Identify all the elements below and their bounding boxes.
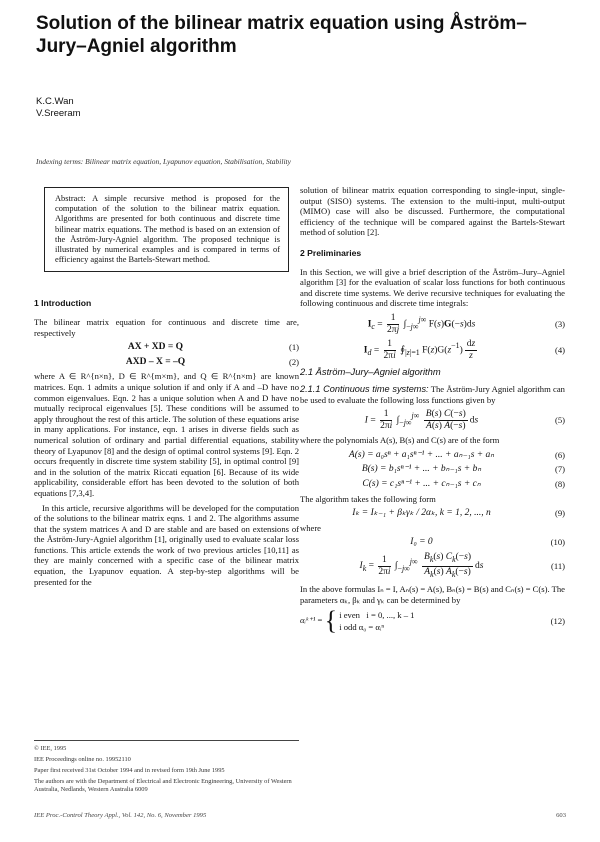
- footnote: Paper first received 31st October 1994 and in revised form 19th June 1995: [34, 767, 225, 774]
- footnotes: [34, 740, 299, 794]
- equation: [300, 537, 565, 548]
- equation-number: (1): [288, 342, 299, 353]
- page-footer: [34, 812, 566, 819]
- paragraph: [300, 384, 565, 405]
- equation: [300, 552, 565, 580]
- paragraph: In this article, recursive algorithms will be developed for the computation of the solutions to the bilinear matrix eqns. 1 and 2. The algorithms assume that the system matrices A and D are stable and are based on extensions of the Åström-Jury-Agniel algorithm [1], originally used to evaluate scalar loss functions. This article extends the work of two previous articles [10,11] as they are mainly concerned with a specific case of the bilinear matrix equation, the Lyapunov equation. A step-by-step algorithms will be presented for the: [34, 502, 299, 587]
- equation-lhs: αᵢᵏ⁺¹: [300, 615, 316, 626]
- equation-number: (5): [554, 414, 565, 425]
- paragraph: where A ∈ R^{n×n}, D ∈ R^{m×m}, and Q ∈ R^{n×m} are known matrices. Eqn. 1 admits a unique solution if and only if A and –D have no common eigenvalues. Eqn. 2 has a unique solution when A and D have no mutually reciprocal eigenvalues [5]. These conditions will be assumed to apply throughout the rest of this article. The solution of these equations arise in many applications. For instance, eqn. 1 arises in diverse fields such as numerical solution of ordinary and partial differential equations, stability theory of Lyapunov [8] and the design of optimal control systems [9]. Eqn. 2 occurs frequently in discrete time system stability [5], in optimal control [9] and in the solution of the matrix Riccati equation [6]. Because of its wide applicability, considerable effort has been devoted to the solution of both equations [7,3,4].: [34, 371, 299, 498]
- subsubsection-heading: 2.1.1 Continuous time systems:: [300, 383, 429, 394]
- paragraph-text: The Åström-Jury Agniel algorithm can be used to evaluate the following loss functions given by: [300, 383, 565, 405]
- equation: [300, 450, 565, 461]
- paragraph: In the above formulas Iₙ = I, Aₙ(s) = A(s), Bₙ(s) = B(s) and Cₙ(s) = C(s). The parameters αₖ, βₖ and γₖ can be determined by: [300, 584, 565, 605]
- equation-body: C(s) = c₁sⁿ⁻¹ + ... + cₙ₋₁s + cₙ: [362, 479, 481, 490]
- equation-body: AX + XD = Q: [127, 342, 184, 353]
- equation-number: (3): [554, 318, 565, 329]
- equation-body: I₀ = 0: [410, 537, 433, 548]
- paragraph: where the polynomials A(s), B(s) and C(s) are of the form: [300, 435, 500, 446]
- equation: [300, 606, 565, 636]
- equation-case: i even: [339, 610, 360, 621]
- equation-number: (11): [551, 560, 565, 571]
- paragraph: The bilinear matrix equation for continuous and discrete time are, respectively: [34, 317, 299, 338]
- left-column: [34, 185, 299, 591]
- paragraph: The algorithm takes the following form: [300, 493, 436, 504]
- equation-number: (7): [554, 464, 565, 475]
- author-list: [36, 96, 81, 120]
- abstract-box: [44, 187, 289, 272]
- equation-body: αᵢᵏ⁺¹ = { i even i = 0, ..., k – 1 i odd α₀ = αᵢⁿ: [300, 606, 415, 636]
- footnote: The authors are with the Department of Electrical and Electronic Engineering, University of Western Australia, Nedlands, Western Australia 6009: [34, 778, 292, 793]
- equation-body: A(s) = a₀sⁿ + a₁sⁿ⁻¹ + ... + aₙ₋₁s + aₙ: [348, 449, 495, 460]
- author-name: V.Sreeram: [36, 108, 81, 119]
- equation-body: AXD – X = –Q: [125, 356, 186, 367]
- section-heading: 1 Introduction: [34, 298, 92, 309]
- equation: [34, 357, 299, 368]
- equation: [34, 342, 299, 353]
- equation: [300, 464, 565, 475]
- equation-number: (4): [554, 344, 565, 355]
- equation-number: (2): [288, 356, 299, 367]
- paper-title: Solution of the bilinear matrix equation using Åström–Jury–Agniel algorithm: [36, 13, 527, 57]
- equation-number: (6): [554, 449, 565, 460]
- equation-body: Iₖ = Iₖ₋₁ + βₖγₖ / 2αₖ, k = 1, 2, ..., n: [352, 508, 491, 519]
- paragraph: In this Section, we will give a brief description of the Åström–Jury–Agniel algorithm [3] for the evaluation of scalar loss functions for both continuous and discrete time systems. We derive recursive techniques for evaluating the following continuous and discrete time integrals:: [300, 266, 565, 309]
- journal-citation: IEE Proc.-Control Theory Appl., Vol. 142, No. 6, November 1995: [34, 812, 207, 819]
- equation-number: (8): [554, 479, 565, 490]
- equation-body: $I_d$ = $\frac{1}{2\pi i}$ $∮_{|z|=1}$ $F(z)G(z^{-1})$ $\frac{dz}{z}$: [363, 339, 476, 361]
- paragraph: solution of bilinear matrix equation corresponding to single-input, single-output (SISO) systems. The extension to the multi-input, multi-output (MIMO) case will also be discussed. Furthermore, the computational efficiency of the technique will be compared against the Bartels-Stewart method of solution [2].: [300, 185, 565, 238]
- equation: [300, 409, 565, 431]
- paragraph: where: [300, 522, 321, 533]
- right-column: [300, 185, 565, 637]
- equation-number: (12): [550, 615, 565, 626]
- page-number: 603: [556, 812, 566, 819]
- author-name: K.C.Wan: [36, 96, 74, 107]
- equation-case: i odd α₀ = αᵢⁿ: [339, 622, 385, 633]
- equation-number: (10): [550, 537, 565, 548]
- equation-case: i = 0, ..., k – 1: [366, 610, 415, 621]
- equation: [300, 313, 565, 335]
- equation-number: (9): [554, 508, 565, 519]
- equation-body: $I_k$ = $\frac{1}{2\pi i}$ $\int_{-j\infty}^{j\infty}$ $\frac{B_k(s) C_k(-s)}{A_k(s) A_k(-s)}$ ds: [359, 552, 484, 579]
- equation-body: $I_c$ = $\frac{1}{2\pi j}$ $\int_{-j\infty}^{j\infty}$ F(s)G(−s)ds: [367, 312, 476, 335]
- footnote: © IEE, 1995: [34, 745, 67, 752]
- equation: [300, 479, 565, 490]
- equation: [300, 508, 565, 519]
- section-heading: 2 Preliminaries: [300, 247, 362, 258]
- equation-body: I = $\frac{1}{2\pi i}$ $\int_{-j\infty}^{j\infty}$ $\frac{B(s) C(-s)}{A(s) A(-s)}$ ds: [364, 409, 479, 431]
- abstract-text: A simple recursive method is proposed for the computation of the solution to the bilinear matrix equation. Algorithms are presented for both continuous and discrete time bilinear matrix equations. The method is based on an extension of the Åström-Jury-Agniel algorithm. The proposed technique is illustrated by numerical examples and is compared in terms of efficiency against the Bartels-Stewart method.: [55, 194, 281, 265]
- equation-body: B(s) = b₁sⁿ⁻¹ + ... + bₙ₋₁s + bₙ: [361, 464, 482, 475]
- footnote: IEE Proceedings online no. 19952110: [34, 756, 131, 763]
- indexing-terms: Indexing terms: Bilinear matrix equation, Lyapunov equation, Stabilisation, Stability: [36, 157, 291, 166]
- equation: [300, 339, 565, 361]
- abstract-label: Abstract:: [55, 194, 86, 203]
- subsection-heading: 2.1 Åström–Jury–Agniel algorithm: [300, 366, 441, 378]
